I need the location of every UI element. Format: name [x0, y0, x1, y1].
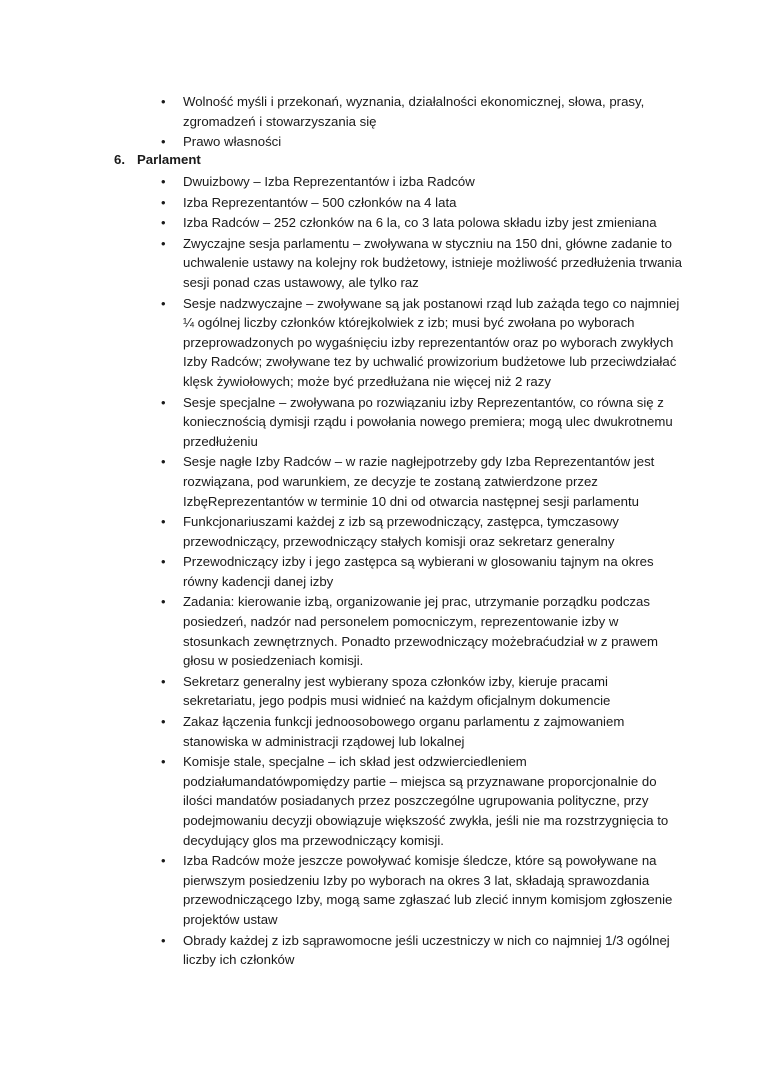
bullet-icon: •: [161, 932, 166, 948]
list-item-text: Sesje specjalne – zwoływana po rozwiązaniu izby Reprezentantów, co równa się z koniecznością dymisji rządu i powołania nowego premiera; mogą ulec dwukrotnemu przedłużeniu: [183, 394, 673, 449]
list-item-text: Zakaz łączenia funkcji jednoosobowego organu parlamentu z zajmowaniem stanowiska w administracji rządowej lub lokalnej: [183, 714, 625, 749]
list-item: [161, 213, 683, 233]
list-item-text: Funkcjonariuszami każdej z izb są przewodniczący, zastępca, tymczasowy przewodniczący, przewodniczący stałych komisji oraz sekretarz generalny: [183, 514, 619, 549]
list-item-text: Izba Reprezentantów – 500 członków na 4 lata: [183, 194, 457, 210]
section-number: 6.: [114, 152, 125, 167]
list-item: [161, 234, 683, 293]
list-item-text: Wolność myśli i przekonań, wyznania, działalności ekonomicznej, słowa, prasy, zgromadzeń i stowarzyszania się: [183, 94, 645, 129]
section-heading: [114, 150, 201, 170]
bullet-icon: •: [161, 235, 166, 251]
list-item-text: Sesje nadzwyczajne – zwoływane są jak postanowi rząd lub zażąda tego co najmniej ¼ ogólnej liczby członków którejkolwiek z izb; musi być zwołana po wyborach przeprowadzonych po wygaśnięciu izby reprezentantów oraz po wyborach zwykłych Izby Radców; zwoływane tez by uchwalić prowizorium budżetowe lub przeciwdziałać klęsk żywiołowych; może być przedłużana nie więcej niż 2 razy: [183, 295, 680, 389]
bullet-icon: •: [161, 94, 166, 109]
list-item: [161, 851, 683, 929]
list-item-text: Zwyczajne sesja parlamentu – zwoływana w styczniu na 150 dni, główne zadanie to uchwalenie ustawy na kolejny rok budżetowy, istnieje możliwość przedłużenia trwania sesji ponad czas ustawowy, ale tylko raz: [183, 235, 682, 290]
list-item: [161, 172, 683, 192]
list-item-text: Komisje stale, specjalne – ich skład jest odzwierciedleniem podziałumandatówpomiędzy partie – miejsca są przyznawane proporcjonalnie do ilości mandatów posiadanych przez poszczególne ugrupowania polityczne, przy podejmowaniu decyzji obowiązuje większość zwykła, jeśli nie ma rozstrzygnięcia to decydujący glos ma przewodniczący komisji.: [183, 754, 669, 848]
list-item-text: Izba Radców – 252 członków na 6 la, co 3 lata polowa składu izby jest zmieniana: [183, 215, 657, 231]
list-item: [161, 931, 683, 970]
bullet-icon: •: [161, 454, 166, 470]
bullet-icon: •: [161, 174, 166, 189]
bullet-icon: •: [161, 194, 166, 210]
bullet-icon: •: [161, 554, 166, 570]
bullet-icon: •: [161, 215, 166, 231]
bullet-icon: •: [161, 754, 166, 770]
list-item: [161, 592, 683, 670]
list-item-text: Sekretarz generalny jest wybierany spoza członków izby, kieruje pracami sekretariatu, jego podpis musi widnieć na każdym oficjalnym dokumencie: [183, 673, 611, 709]
section-title: Parlament: [137, 152, 201, 167]
list-item: [161, 512, 683, 551]
bullet-icon: •: [161, 673, 166, 689]
bullet-icon: •: [161, 394, 166, 410]
list-item: [161, 132, 683, 152]
list-item: [161, 752, 683, 850]
list-item-text: Przewodniczący izby i jego zastępca są wybierani w glosowaniu tajnym na okres równy kadencji danej izby: [183, 554, 654, 589]
bullet-icon: •: [161, 134, 166, 150]
list-item: [161, 712, 683, 751]
parliament-list: [161, 172, 683, 971]
list-item: [161, 552, 683, 591]
bullet-icon: •: [161, 853, 166, 869]
freedoms-list: [161, 92, 683, 153]
list-item-text: Prawo własności: [183, 134, 282, 150]
list-item-text: Dwuizbowy – Izba Reprezentantów i izba Radców: [183, 174, 475, 189]
bullet-icon: •: [161, 594, 166, 610]
list-item: [161, 393, 683, 452]
list-item: [161, 672, 683, 711]
bullet-icon: •: [161, 514, 166, 530]
bullet-icon: •: [161, 295, 166, 311]
list-item-text: Zadania: kierowanie izbą, organizowanie jej prac, utrzymanie porządku podczas posiedzeń, nadzór nad personelem pomocniczym, reprezentowanie izby w stosunkach zewnętrznych. Ponadto przewodniczący możebraćudział w z prawem głosu w posiedzeniach komisji.: [183, 594, 658, 669]
list-item-text: Sesje nagłe Izby Radców – w razie nagłejpotrzeby gdy Izba Reprezentantów jest rozwiązana, pod warunkiem, ze decyzje te zostaną zatwierdzone przez IzbęReprezentantów w terminie 10 dni od otwarcia następnej sesji parlamentu: [183, 454, 655, 509]
list-item: [161, 294, 683, 392]
bullet-icon: •: [161, 714, 166, 730]
list-item-text: Obrady każdej z izb sąprawomocne jeśli uczestniczy w nich co najmniej 1/3 ogólnej liczby ich członków: [183, 932, 670, 968]
list-item-text: Izba Radców może jeszcze powoływać komisje śledcze, które są powoływane na pierwszym posiedzeniu Izby po wyborach na okres 3 lat, składają sprawozdania przewodniczącego Izby, mogą same zgłaszać lub zlecić innym komisjom zgłoszenie projektów ustaw: [183, 853, 673, 927]
list-item: [161, 193, 683, 213]
list-item: [161, 452, 683, 511]
list-item: [161, 92, 683, 131]
